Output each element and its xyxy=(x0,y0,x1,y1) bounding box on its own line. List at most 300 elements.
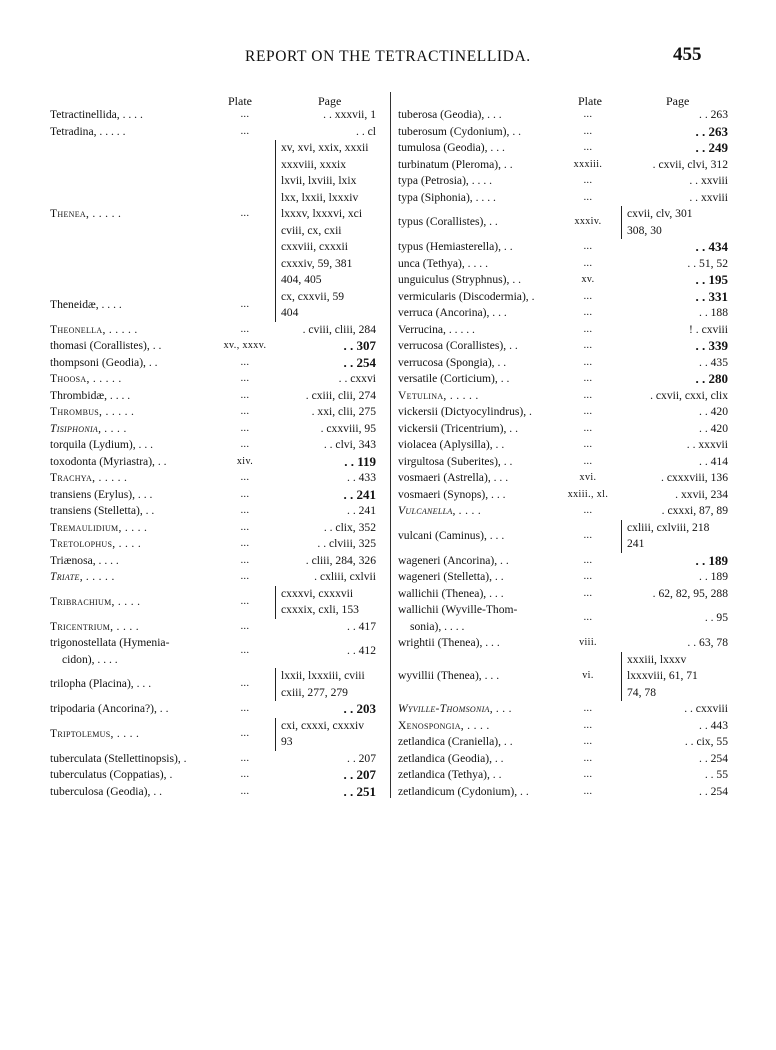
entry-page: . . 249 xyxy=(695,140,728,155)
entry-name: zetlandica (Geodia), . . xyxy=(398,751,504,765)
entry-plate: ... xyxy=(240,571,250,582)
page-ref-line: xxxviii, xxxix xyxy=(281,157,347,171)
entry-page: . cxiii, clii, 274 xyxy=(305,388,376,402)
entry-name: vosmaeri (Synops), . . . xyxy=(398,487,506,501)
entry-page: . . 203 xyxy=(343,701,376,716)
entry-plate: ... xyxy=(240,538,250,549)
entry-page: . . 95 xyxy=(704,611,728,625)
entry-plate: ... xyxy=(583,505,593,516)
entry-page: . . xxxvii, 1 xyxy=(323,108,376,121)
entry-plate: ... xyxy=(240,406,250,417)
index-entry xyxy=(50,718,380,751)
page-ref-line: lxvii, lxviii, lxix xyxy=(281,174,357,187)
entry-name: tuberosum (Cydonium), . . xyxy=(398,124,522,138)
index-entry xyxy=(398,404,734,421)
entry-page: . xxvii, 234 xyxy=(675,487,728,501)
index-entry xyxy=(398,272,734,289)
entry-page: . . 51, 52 xyxy=(687,256,728,270)
entry-page-refs xyxy=(275,668,379,701)
index-entry xyxy=(398,173,734,190)
entry-name: zetlandicum (Cydonium), . . xyxy=(398,784,529,798)
page-ref-line: cx, cxxvii, 59 xyxy=(281,289,345,303)
page-header xyxy=(0,44,776,68)
index-entry xyxy=(50,355,380,372)
entry-name: torquila (Lydium), . . . xyxy=(50,438,154,451)
entry-name: unguiculus (Stryphnus), . . xyxy=(398,273,522,286)
index-entry xyxy=(398,107,734,124)
index-entry xyxy=(398,751,734,768)
entry-name: Xenospongia, . . . . xyxy=(398,718,490,732)
index-entry xyxy=(398,635,734,652)
index-entry xyxy=(398,503,734,520)
index-entry xyxy=(398,487,734,504)
entry-plate: ... xyxy=(583,241,593,252)
entry-name: transiens (Erylus), . . . xyxy=(50,487,153,501)
entry-plate: ... xyxy=(583,455,593,467)
page-ref-line: cxxxix, cxli, 153 xyxy=(281,603,359,616)
entry-plate: xv., xxxv. xyxy=(223,340,267,351)
index-entry xyxy=(398,206,734,239)
running-title: REPORT ON THE TETRACTINELLIDA. xyxy=(245,48,531,65)
page-ref-line: 404, 405 xyxy=(281,273,322,286)
entry-plate: ... xyxy=(583,554,593,566)
entry-name: wrightii (Thenea), . . . xyxy=(398,636,500,649)
entry-name: tumulosa (Geodia), . . . xyxy=(398,141,505,154)
entry-page: . . 280 xyxy=(695,371,728,386)
right-plate-header: Plate xyxy=(578,94,602,108)
entry-page: . . 189 xyxy=(699,570,728,583)
entry-name: wallichii (Thenea), . . . xyxy=(398,586,504,600)
entry-plate: xvi. xyxy=(579,472,597,483)
entry-page: . cxxviii, 95 xyxy=(320,421,376,435)
entry-plate: viii. xyxy=(579,637,597,648)
entry-page: ! . cxviii xyxy=(689,322,728,336)
entry-plate: ... xyxy=(240,727,250,739)
index-entry xyxy=(50,470,380,487)
entry-plate: ... xyxy=(583,340,593,351)
entry-page: . cxvii, cxxi, clix xyxy=(650,388,728,402)
entry-name: Triænosa, . . . . xyxy=(50,553,119,567)
entry-page: . . 263 xyxy=(699,108,728,121)
index-entry xyxy=(50,503,380,520)
entry-name: Thoosa, . . . . . xyxy=(50,372,122,385)
entry-page: . cxxxi, 87, 89 xyxy=(661,504,728,517)
entry-plate: ... xyxy=(583,109,593,120)
entry-plate: vi. xyxy=(582,670,594,681)
index-entry xyxy=(398,421,734,438)
entry-plate: ... xyxy=(240,389,250,401)
index-entry xyxy=(398,718,734,735)
index-entry xyxy=(50,437,380,454)
page-ref-line: xv, xvi, xxix, xxxii xyxy=(281,141,369,154)
entry-name: tuberculata (Stellettinopsis), . xyxy=(50,751,187,765)
entry-page: . cliii, 284, 326 xyxy=(305,553,376,567)
entry-name: thomasi (Corallistes), . . xyxy=(50,339,162,352)
index-entry xyxy=(398,256,734,273)
entry-plate: ... xyxy=(583,529,593,541)
index-entry xyxy=(50,586,380,619)
entry-name: Thrombidæ, . . . . xyxy=(50,388,131,402)
entry-name: toxodonta (Myriastra), . . xyxy=(50,454,167,468)
page-ref-line: cxiii, 277, 279 xyxy=(281,685,348,699)
entry-plate: ... xyxy=(240,298,250,310)
entry-name: Thrombus, . . . . . xyxy=(50,405,135,418)
entry-plate: ... xyxy=(240,356,250,368)
entry-page: . . 435 xyxy=(699,355,728,369)
entry-name-cont: sonia), . . . . xyxy=(410,619,465,633)
index-entry xyxy=(50,668,380,701)
index-entry xyxy=(398,190,734,207)
index-entry xyxy=(50,767,380,784)
entry-plate: ... xyxy=(240,785,250,797)
index-entry xyxy=(398,157,734,174)
page-ref-line: cxliii, cxlviii, 218 xyxy=(627,520,710,534)
entry-page-refs xyxy=(621,520,730,553)
entry-name: unca (Tethya), . . . . xyxy=(398,256,488,270)
entry-plate: ... xyxy=(583,769,593,780)
entry-name: zetlandica (Craniella), . . xyxy=(398,735,513,748)
entry-plate: ... xyxy=(583,703,593,714)
entry-page: . . 254 xyxy=(699,751,728,765)
entry-page: . xxi, clii, 275 xyxy=(311,405,376,418)
entry-name: Vetulina, . . . . . xyxy=(398,388,479,402)
index-column-left xyxy=(50,107,380,807)
entry-name: Vulcanella, . . . . xyxy=(398,504,482,517)
entry-plate: ... xyxy=(583,612,593,624)
entry-page: . cxliii, cxlvii xyxy=(314,570,376,583)
entry-page: . . 339 xyxy=(695,338,728,353)
index-entry xyxy=(398,322,734,339)
entry-plate: ... xyxy=(240,554,250,566)
entry-plate: xv. xyxy=(581,274,595,285)
index-entry xyxy=(50,619,380,636)
entry-page: . 62, 82, 95, 288 xyxy=(652,586,728,600)
entry-page: . . 55 xyxy=(704,768,728,781)
entry-plate: ... xyxy=(240,645,250,657)
entry-name: trilopha (Placina), . . . xyxy=(50,677,152,691)
entry-name: zetlandica (Tethya), . . xyxy=(398,768,502,781)
entry-name: Tribrachium, . . . . xyxy=(50,594,141,608)
entry-page: . . xxviii xyxy=(689,190,728,204)
entry-name: Tisiphonia, . . . . xyxy=(50,421,127,435)
index-entry xyxy=(50,635,380,668)
index-entry xyxy=(398,454,734,471)
entry-plate: ... xyxy=(583,389,593,401)
entry-plate: ... xyxy=(583,356,593,368)
entry-plate: ... xyxy=(240,521,250,533)
entry-name: Tetradina, . . . . . xyxy=(50,124,126,138)
entry-name: Thenea, . . . . . xyxy=(50,207,122,220)
index-column-right xyxy=(398,107,734,807)
entry-plate: xiv. xyxy=(236,455,254,467)
entry-plate: ... xyxy=(240,125,250,137)
entry-page-refs xyxy=(275,140,379,289)
index-entry xyxy=(398,784,734,801)
page-ref-line: 404 xyxy=(281,306,299,319)
entry-plate: ... xyxy=(583,323,593,335)
page-ref-line: 74, 78 xyxy=(627,685,656,699)
entry-plate: ... xyxy=(240,703,250,714)
entry-page: . . 189 xyxy=(695,552,728,568)
entry-plate: ... xyxy=(240,505,250,516)
entry-plate: ... xyxy=(583,142,593,153)
entry-name: Tremaulidium, . . . . xyxy=(50,520,148,534)
index-entry xyxy=(50,140,380,289)
entry-page: . . 254 xyxy=(699,784,728,798)
entry-plate: ... xyxy=(583,785,593,797)
index-entry xyxy=(398,338,734,355)
entry-plate: ... xyxy=(240,488,250,500)
entry-plate: ... xyxy=(240,595,250,607)
index-entry xyxy=(50,751,380,768)
entry-page: . . xxxvii xyxy=(686,438,728,451)
entry-name: Triate, . . . . . xyxy=(50,570,115,583)
entry-plate: ... xyxy=(583,422,593,434)
entry-name: typa (Siphonia), . . . . xyxy=(398,190,496,204)
page-ref-line: xxxiii, lxxxv xyxy=(627,652,687,666)
entry-page: . . 188 xyxy=(699,306,728,319)
entry-plate: ... xyxy=(240,109,250,120)
entry-page: . . 207 xyxy=(347,751,376,765)
index-entry xyxy=(398,470,734,487)
entry-plate: ... xyxy=(583,191,593,203)
index-entry xyxy=(398,124,734,141)
index-entry xyxy=(398,734,734,751)
entry-name: typa (Petrosia), . . . . xyxy=(398,174,493,187)
entry-name: vulcani (Caminus), . . . xyxy=(398,528,505,542)
entry-name: Tricentrium, . . . . xyxy=(50,619,139,633)
entry-name: trigonostellata (Hymenia- xyxy=(50,636,170,649)
entry-name: wageneri (Stelletta), . . xyxy=(398,570,504,583)
entry-page: . . 331 xyxy=(695,288,728,304)
entry-page: . cviii, cliii, 284 xyxy=(302,322,376,336)
entry-plate: ... xyxy=(240,620,250,632)
entry-page: . . clviii, 325 xyxy=(317,537,376,550)
entry-page-refs xyxy=(275,586,379,619)
entry-page: . . 434 xyxy=(695,239,728,254)
index-entry xyxy=(50,701,380,718)
entry-page-refs xyxy=(621,652,730,702)
index-entry xyxy=(398,289,734,306)
entry-name: verrucosa (Spongia), . . xyxy=(398,355,507,369)
entry-name: vickersii (Dictyocylindrus), . xyxy=(398,405,532,418)
entry-plate: ... xyxy=(240,422,250,434)
entry-name: verrucosa (Corallistes), . . xyxy=(398,339,518,352)
entry-page: . . 414 xyxy=(699,454,728,468)
entry-name: wageneri (Ancorina), . . xyxy=(398,553,509,567)
page-ref-line: 241 xyxy=(627,537,645,550)
entry-page: . . cxxvi xyxy=(338,372,376,385)
entry-plate: ... xyxy=(583,571,593,582)
entry-page: . . 241 xyxy=(343,486,376,502)
entry-plate: ... xyxy=(240,323,250,335)
entry-name: wyvillii (Thenea), . . . xyxy=(398,669,500,682)
index-entry xyxy=(398,355,734,372)
entry-page: . . 195 xyxy=(695,272,728,287)
index-entry xyxy=(50,487,380,504)
index-entry xyxy=(50,454,380,471)
entry-page: . . clvi, 343 xyxy=(323,438,376,451)
index-entry xyxy=(398,520,734,553)
entry-plate: xxiii., xl. xyxy=(567,488,609,500)
entry-page: . . 119 xyxy=(344,453,376,469)
entry-plate: ... xyxy=(583,175,593,186)
page-ref-line: lxxii, lxxxiii, cviii xyxy=(281,669,365,682)
index-entry xyxy=(398,239,734,256)
entry-plate: ... xyxy=(583,439,593,450)
entry-plate: ... xyxy=(240,769,250,780)
page-ref-line: cxvii, clv, 301 xyxy=(627,207,693,220)
index-entry xyxy=(398,586,734,603)
entry-name: Trachya, . . . . . xyxy=(50,471,128,484)
page-ref-line: cviii, cx, cxii xyxy=(281,223,342,237)
index-entry xyxy=(50,322,380,339)
entry-page: . . 263 xyxy=(695,123,728,139)
index-entry xyxy=(50,536,380,553)
entry-plate: ... xyxy=(240,472,250,483)
entry-page: . . 254 xyxy=(343,354,376,370)
entry-page: . . 417 xyxy=(347,619,376,633)
index-entry xyxy=(398,371,734,388)
entry-page: . . 63, 78 xyxy=(687,636,728,649)
entry-page-refs xyxy=(621,206,730,239)
entry-plate: ... xyxy=(240,439,250,450)
entry-name: tuberculatus (Coppatias), . xyxy=(50,768,173,781)
entry-page: . . xxviii xyxy=(689,174,728,187)
page-ref-line: cxi, cxxxi, cxxxiv xyxy=(281,718,365,732)
entry-page: . . 207 xyxy=(343,767,376,782)
index-entry xyxy=(50,520,380,537)
entry-plate: ... xyxy=(583,406,593,417)
entry-plate: ... xyxy=(240,373,250,384)
entry-name-cont: cidon), . . . . xyxy=(62,652,118,666)
entry-plate: xxxiii. xyxy=(573,158,603,170)
entry-name: typus (Hemiasterella), . . xyxy=(398,240,513,253)
entry-name: vermicularis (Discodermia), . xyxy=(398,289,535,303)
page-ref-line: 308, 30 xyxy=(627,223,662,237)
entry-name: typus (Corallistes), . . xyxy=(398,215,498,229)
entry-plate: ... xyxy=(583,125,593,137)
entry-name: verruca (Ancorina), . . . xyxy=(398,306,507,319)
entry-name: thompsoni (Geodia), . . xyxy=(50,355,158,369)
entry-name: tuberculosa (Geodia), . . xyxy=(50,784,163,798)
left-plate-header: Plate xyxy=(228,94,252,108)
entry-name: tripodaria (Ancorina?), . . xyxy=(50,702,169,715)
entry-plate: ... xyxy=(583,290,593,302)
entry-name: virgultosa (Suberites), . . xyxy=(398,454,513,468)
entry-name: transiens (Stelletta), . . xyxy=(50,504,155,517)
entry-name: violacea (Aplysilla), . . xyxy=(398,438,505,451)
entry-page: . . 307 xyxy=(343,338,376,353)
page-ref-line: cxxxiv, 59, 381 xyxy=(281,256,353,270)
entry-plate: ... xyxy=(583,257,593,269)
entry-name: Verrucina, . . . . . xyxy=(398,322,475,336)
entry-page: . cxvii, clvi, 312 xyxy=(652,157,728,171)
index-entry xyxy=(398,652,734,702)
index-entry xyxy=(398,767,734,784)
entry-name: Wyville-Thomsonia, . . . xyxy=(398,702,513,715)
index-entry xyxy=(398,140,734,157)
entry-page: . . cxxviii xyxy=(684,702,728,715)
entry-name: wallichii (Wyville-Thom- xyxy=(398,603,518,616)
page-ref-line: lxxxv, lxxxvi, xci xyxy=(281,207,363,220)
entry-page: . . 420 xyxy=(699,421,728,435)
page-ref-line: cxxviii, cxxxii xyxy=(281,240,348,253)
entry-plate: ... xyxy=(583,587,593,599)
entry-page: . . 433 xyxy=(347,471,376,484)
entry-plate: ... xyxy=(240,208,250,219)
entry-plate: xxxiv. xyxy=(574,216,602,228)
entry-page: . . cix, 55 xyxy=(684,735,728,748)
entry-page-refs xyxy=(275,289,379,322)
right-page-header: Page xyxy=(666,94,690,108)
entry-plate: ... xyxy=(583,719,593,731)
index-entry xyxy=(50,338,380,355)
page-ref-line: 93 xyxy=(281,735,293,748)
entry-plate: ... xyxy=(240,678,250,690)
entry-name: Triptolemus, . . . . xyxy=(50,726,140,740)
entry-name: tuberosa (Geodia), . . . xyxy=(398,108,502,121)
index-entry xyxy=(50,553,380,570)
index-entry xyxy=(398,602,734,635)
page-ref-line: lxxxviii, 61, 71 xyxy=(627,669,698,682)
entry-name: vosmaeri (Astrella), . . . xyxy=(398,471,509,484)
page-ref-line: lxx, lxxii, lxxxiv xyxy=(281,190,359,204)
column-divider xyxy=(390,92,391,798)
entry-name: Theneidæ, . . . . xyxy=(50,297,122,311)
index-entry xyxy=(398,701,734,718)
index-entry xyxy=(50,124,380,141)
index-entry xyxy=(50,289,380,322)
entry-page: . cxxxviii, 136 xyxy=(661,471,728,484)
entry-name: vickersii (Tricentrium), . . xyxy=(398,421,518,435)
entry-plate: ... xyxy=(583,752,593,764)
entry-page: . . 412 xyxy=(347,644,376,658)
index-entry xyxy=(398,305,734,322)
index-entry xyxy=(50,784,380,801)
index-entry xyxy=(50,404,380,421)
index-entry xyxy=(50,388,380,405)
entry-page: . . clix, 352 xyxy=(323,520,376,534)
index-entry xyxy=(50,421,380,438)
entry-page: . . cl xyxy=(356,124,376,138)
page-number: 455 xyxy=(673,44,702,65)
entry-page: . . 420 xyxy=(699,405,728,418)
index-entry xyxy=(50,371,380,388)
entry-name: Theonella, . . . . . xyxy=(50,322,138,336)
entry-name: Tetractinellida, . . . . xyxy=(50,108,143,121)
entry-name: turbinatum (Pleroma), . . xyxy=(398,157,513,171)
index-entry xyxy=(398,388,734,405)
index-entry xyxy=(398,437,734,454)
left-page-header: Page xyxy=(318,94,342,108)
entry-page: . . 443 xyxy=(699,718,728,732)
entry-name: Tretolophus, . . . . xyxy=(50,537,142,550)
entry-page: . . 241 xyxy=(347,504,376,517)
entry-plate: ... xyxy=(583,736,593,747)
entry-name: versatile (Corticium), . . xyxy=(398,372,510,385)
index-entry xyxy=(398,569,734,586)
entry-plate: ... xyxy=(240,752,250,764)
page-ref-line: cxxxvi, cxxxvii xyxy=(281,586,354,600)
index-entry xyxy=(50,569,380,586)
entry-page-refs xyxy=(275,718,379,751)
entry-page: . . 251 xyxy=(343,783,376,799)
index-entry xyxy=(50,107,380,124)
index-entry xyxy=(398,553,734,570)
entry-plate: ... xyxy=(583,307,593,318)
entry-plate: ... xyxy=(583,373,593,384)
